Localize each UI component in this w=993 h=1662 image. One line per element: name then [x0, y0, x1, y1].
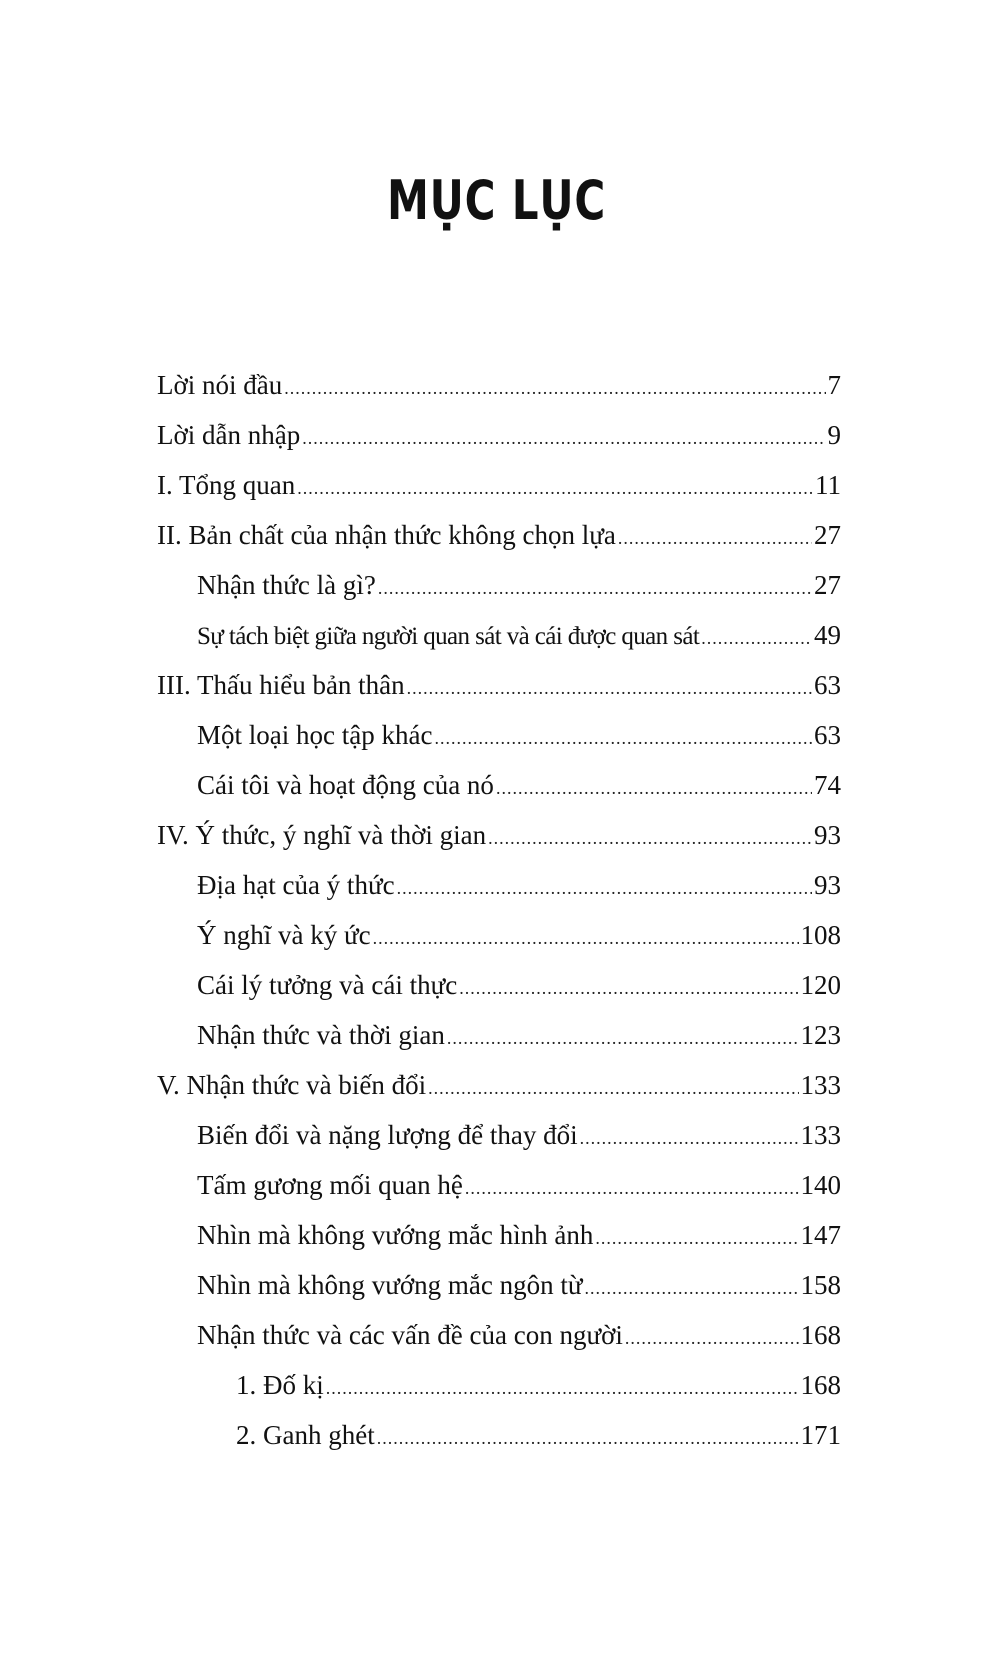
page-title: MỤC LỤC — [386, 169, 607, 232]
toc-entry[interactable] — [157, 810, 841, 860]
toc-entry-page: 7 — [827, 370, 841, 400]
dot-leader — [618, 513, 812, 563]
toc-entry-page: 49 — [814, 620, 841, 650]
toc-entry-title: Sự tách biệt giữa người quan sát và cái được quan sát — [197, 623, 700, 650]
toc-entry-title: Địa hạt của ý thức — [197, 870, 395, 900]
toc-entry-title: Nhìn mà không vướng mắc hình ảnh — [197, 1220, 594, 1250]
toc-entry-page: 74 — [814, 770, 841, 800]
toc-entry-page: 93 — [814, 870, 841, 900]
toc-entry-page: 93 — [814, 820, 841, 850]
toc-entry[interactable] — [157, 660, 841, 710]
dot-leader — [428, 1063, 798, 1113]
toc-entry[interactable] — [157, 1010, 841, 1060]
toc-entry-title: Biến đổi và nặng lượng để thay đổi — [197, 1120, 578, 1150]
toc-entry-title: 2. Ganh ghét — [236, 1420, 375, 1450]
toc-entry-title: Một loại học tập khác — [197, 720, 433, 750]
toc-entry-title: Tấm gương mối quan hệ — [197, 1170, 463, 1200]
dot-leader — [373, 913, 799, 963]
dot-leader — [459, 963, 798, 1013]
toc-entry[interactable] — [157, 1410, 841, 1460]
toc-entry-page: 133 — [800, 1120, 841, 1150]
dot-leader — [625, 1313, 799, 1363]
toc-entry-title: Lời nói đầu — [157, 370, 283, 400]
toc-entry[interactable] — [157, 560, 841, 610]
toc-entry-title: Nhận thức và các vấn đề của con người — [197, 1320, 623, 1350]
toc-entry-page: 63 — [814, 720, 841, 750]
toc-entry-page: 171 — [800, 1420, 841, 1450]
toc-entry[interactable] — [157, 1260, 841, 1310]
toc-entry-title: V. Nhận thức và biến đổi — [157, 1070, 427, 1100]
dot-leader — [326, 1363, 799, 1413]
toc-entry[interactable] — [157, 760, 841, 810]
dot-leader — [378, 563, 812, 613]
toc-entry-title: Cái lý tưởng và cái thực — [197, 970, 458, 1000]
toc-entry[interactable] — [157, 860, 841, 910]
toc-entry[interactable] — [157, 410, 841, 460]
dot-leader — [302, 413, 825, 463]
dot-leader — [585, 1263, 799, 1313]
toc-entry[interactable] — [157, 360, 841, 410]
dot-leader — [407, 663, 812, 713]
dot-leader — [580, 1113, 799, 1163]
toc-entry-page: 147 — [800, 1220, 841, 1250]
dot-leader — [595, 1213, 798, 1263]
toc-entry-page: 140 — [800, 1170, 841, 1200]
toc-entry[interactable] — [157, 1060, 841, 1110]
toc-entry-page: 108 — [800, 920, 841, 950]
toc-entry[interactable] — [157, 460, 841, 510]
toc-entry-page: 158 — [800, 1270, 841, 1300]
toc-entry[interactable] — [157, 910, 841, 960]
toc-entry-page: 27 — [814, 570, 841, 600]
dot-leader — [488, 813, 812, 863]
toc-entry-title: Nhìn mà không vướng mắc ngôn từ — [197, 1270, 583, 1300]
toc-entry-title: 1. Đố kị — [236, 1370, 324, 1400]
dot-leader — [284, 363, 825, 413]
toc-entry-page: 168 — [800, 1370, 841, 1400]
toc-entry-title: I. Tổng quan — [157, 470, 296, 500]
toc-entry-page: 133 — [800, 1070, 841, 1100]
dot-leader — [447, 1013, 799, 1063]
toc-entry-title: Cái tôi và hoạt động của nó — [197, 770, 494, 800]
toc-entry[interactable] — [157, 1310, 841, 1360]
toc-entry-page: 168 — [800, 1320, 841, 1350]
toc-entry-page: 63 — [814, 670, 841, 700]
toc-entry[interactable] — [157, 1160, 841, 1210]
dot-leader — [701, 613, 812, 663]
toc-entry-page: 120 — [800, 970, 841, 1000]
toc-entry[interactable] — [157, 510, 841, 560]
toc-entry-title: IV. Ý thức, ý nghĩ và thời gian — [157, 820, 487, 850]
dot-leader — [465, 1163, 799, 1213]
toc-entry-title: Nhận thức và thời gian — [197, 1020, 445, 1050]
toc-entry-title: Ý nghĩ và ký ức — [197, 920, 371, 950]
dot-leader — [434, 713, 812, 763]
toc-entry[interactable] — [157, 1360, 841, 1410]
toc-entry-page: 123 — [800, 1020, 841, 1050]
toc-entry-page: 27 — [814, 520, 841, 550]
toc-entry-title: II. Bản chất của nhận thức không chọn lựa — [157, 520, 616, 550]
toc-entry[interactable] — [157, 1110, 841, 1160]
dot-leader — [377, 1413, 799, 1463]
toc-entry[interactable] — [157, 610, 841, 660]
dot-leader — [297, 463, 813, 513]
toc-entry[interactable] — [157, 1210, 841, 1260]
toc-entry-title: III. Thấu hiểu bản thân — [157, 670, 405, 700]
toc-entry[interactable] — [157, 710, 841, 760]
dot-leader — [496, 763, 812, 813]
toc-entry-title: Nhận thức là gì? — [197, 570, 376, 600]
toc-entry-page: 11 — [815, 470, 841, 500]
table-of-contents — [157, 360, 841, 1460]
dot-leader — [397, 863, 812, 913]
toc-entry-page: 9 — [827, 420, 841, 450]
toc-entry[interactable] — [157, 960, 841, 1010]
toc-entry-title: Lời dẫn nhập — [157, 420, 301, 450]
